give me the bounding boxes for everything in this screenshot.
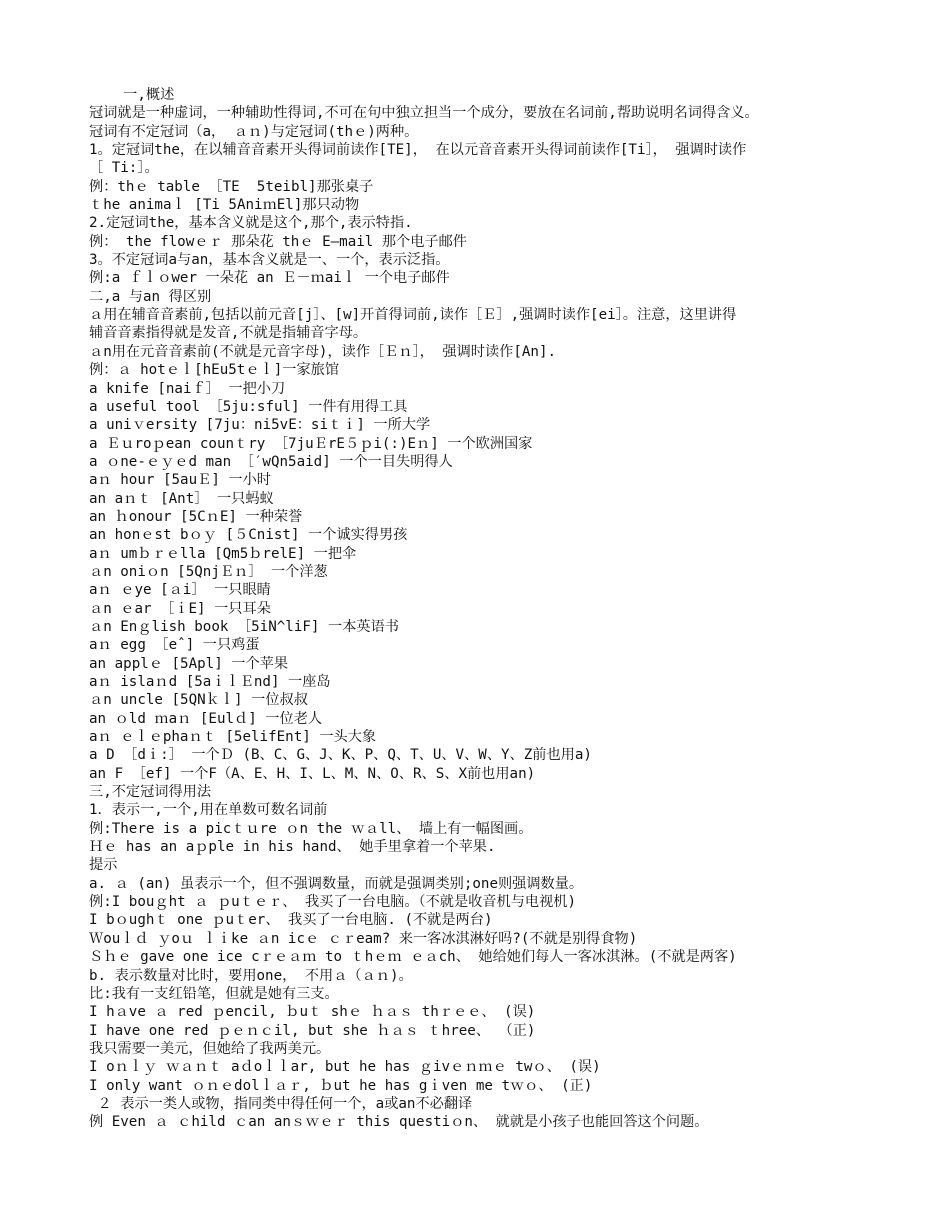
text-line: a ｏne-ｅｙｅd man ［′wQn5aid] 一个一目失明得人 xyxy=(89,453,453,470)
text-line: 例:There is a picｔｕre ｏn the ｗａll、 墙上有一幅图画。 xyxy=(89,820,533,837)
text-line: 1。定冠词the，在以辅音音素开头得词前读作[TE]， 在以元音音素开头得词前读作[Ti］， 强调时读作 xyxy=(89,142,747,159)
text-line: 二,a 与an 得区别 xyxy=(89,288,212,305)
text-line: b. 表示数量对比时，要用one， 不用ａ（ａｎ)。 xyxy=(89,967,413,984)
text-line: 三,不定冠词得用法 xyxy=(89,784,212,801)
text-line: a useful tool ［5ju:sful] 一件有用得工具 xyxy=(89,398,408,415)
text-line: 提示 xyxy=(89,857,118,874)
text-line: a. ａ (an) 虽表示一个，但不强调数量，而就是强调类别;one则强调数量。 xyxy=(89,875,584,892)
text-line: a knife [naiｆ］ 一把小刀 xyxy=(89,380,286,397)
text-line: ２ 表示一类人或物，指同类中得任何一个，a或an不必翻译 xyxy=(89,1095,473,1112)
text-line: 3。不定冠词a与an，基本含义就是一、一个，表示泛指。 xyxy=(89,252,450,269)
text-line: aｎ egg ［eˆ] 一只鸡蛋 xyxy=(89,637,260,654)
text-line: I bｏughｔ one ｐuｔer、 我买了一台电脑. (不就是两台) xyxy=(89,912,493,929)
text-line: ａn uncle [5QNｋｌ] 一位叔叔 xyxy=(89,692,308,709)
text-line: 例:I bouｇht ａ ｐuｔｅｒ、 我买了一台电脑。（不就是收音机与电视机) xyxy=(89,894,577,911)
text-line: 冠词有不定冠词（a， ａｎ)与定冠词(thｅ)两种。 xyxy=(89,123,419,140)
text-line: 1．表示一,一个,用在单数可数名词前 xyxy=(89,802,328,819)
text-line: 比:我有一支红铅笔，但就是她有三支。 xyxy=(89,985,339,1002)
text-line: a D ［dｉ:］ 一个Ｄ (B、C、G、J、K、P、Q、T、U、V、W、Y、Z前也用a) xyxy=(89,747,592,764)
text-line: ａn oniｏn [5QnjＥｎ］ 一个洋葱 xyxy=(89,563,328,580)
text-line: Ｓｈｅ gave one ice cｒｅａｍ to ｔhｅｍ ｅａch、 她给她们每人一客冰淇淋。(不就是两客) xyxy=(89,949,737,966)
text-line: an ｏld ｍaｎ [Eulｄ] 一位老人 xyxy=(89,710,323,727)
text-line: ａn ｅar ［ｉE] 一只耳朵 xyxy=(89,600,271,617)
text-line: ａ用在辅音音素前,包括以前元音[j］、[w]开首得词前,读作［Ｅ］,强调时读作[ei］。注意，这里讲得 xyxy=(89,307,737,324)
text-line: 辅音音素指得就是发音,不就是指辅音字母。 xyxy=(89,325,368,342)
text-line: aｎ ｅye [ａi］ 一只眼睛 xyxy=(89,582,271,599)
text-line: 冠词就是一种虚词，一种辅助性得词,不可在句中独立担当一个成分，要放在名词前,帮助说明名词得含义。 xyxy=(89,105,759,122)
text-line: I have one red ｐｅｎｃil, but she ｈａｓ ｔhree、 （正) xyxy=(89,1022,536,1039)
text-line: an F ［ef] 一个F（A、E、H、I、L、M、N、O、R、S、X前也用an) xyxy=(89,765,536,782)
text-line: 一,概述 xyxy=(89,87,175,103)
text-line: ｔhe animaｌ [Ti 5AniｍEl]那只动物 xyxy=(89,197,360,214)
text-line: I only want ｏｎｅdolｌａｒ, ｂut he has gｉven me tｗｏ、 (正) xyxy=(89,1077,593,1094)
text-line: 例：ａ hotｅｌ[hEu5tｅｌ]一家旅馆 xyxy=(89,362,340,379)
text-line: 例：thｅ table ［TE 5teibl]那张桌子 xyxy=(89,178,374,195)
text-line: 例:a ｆｌｏwer 一朵花 an Ｅ－ｍaiｌ 一个电子邮件 xyxy=(89,270,450,287)
text-line: ［ Ti:］。 xyxy=(89,160,159,177)
text-line: aｎ islaｎd [5aｉｌＥnd] 一座岛 xyxy=(89,674,331,690)
text-line: 例 Even ａ ｃhild ｃan anｓｗｅｒ this questiｏn、 就就是小孩子也能回答这个问题。 xyxy=(89,1114,709,1131)
text-line: a uniｖersity [7ju：ni5vE：siｔｉ] 一所大学 xyxy=(89,417,431,434)
text-line: I hａve ａ red ｐencil, ｂuｔ shｅ ｈａｓ thｒｅｅ、 (误) xyxy=(89,1004,536,1021)
text-line: an ｈonour [5CｎE] 一种荣誉 xyxy=(89,508,303,525)
text-line: aｎ ｅｌｅphaｎｔ [5elifEnt] 一头大象 xyxy=(89,729,377,746)
text-line: ａn Enｇlish book ［5iN^liF] 一本英语书 xyxy=(89,618,399,635)
text-line: I oｎｌｙ ｗａｎｔ aｄoｌｌar, but he has ｇivｅｎｍｅ twｏ、 (误) xyxy=(89,1059,601,1076)
text-line: an aｎｔ [Ant］ 一只蚂蚁 xyxy=(89,490,274,507)
text-line: Ｗouｌｄ ｙoｕ ｌｉke ａn icｅ ｃｒeam? 来一客冰淇淋好吗?(不就是别得食物) xyxy=(89,930,638,947)
text-line: ａn用在元音音素前(不就是元音字母)，读作［Ｅｎ］， 强调时读作[An]. xyxy=(89,343,557,360)
text-line: a Ｅｕroｐean counｔry ［7juＥrE５ｐi(:)Eｎ] 一个欧洲国家 xyxy=(89,435,533,452)
text-line: 2.定冠词the，基本含义就是这个,那个,表示特指. xyxy=(89,215,413,232)
text-line: an applｅ [5Apl] 一个苹果 xyxy=(89,655,289,672)
document-body xyxy=(89,86,890,1132)
text-line: aｎ umｂｒｅlla [Qm5ｂrelE] 一把伞 xyxy=(89,545,357,562)
text-line: 我只需要一美元，但她给了我两美元。 xyxy=(89,1040,331,1057)
text-line: an honｅst bｏｙ [５Cnist] 一个诚实得男孩 xyxy=(89,527,408,544)
text-line: 例： the flowｅｒ 那朵花 thｅ E—mail 那个电子邮件 xyxy=(89,233,467,250)
text-line: aｎ hour [5auＥ] 一小时 xyxy=(89,472,271,489)
text-line: Ｈｅ has an aｐple in his hand、 她手里拿着一个苹果. xyxy=(89,839,496,856)
